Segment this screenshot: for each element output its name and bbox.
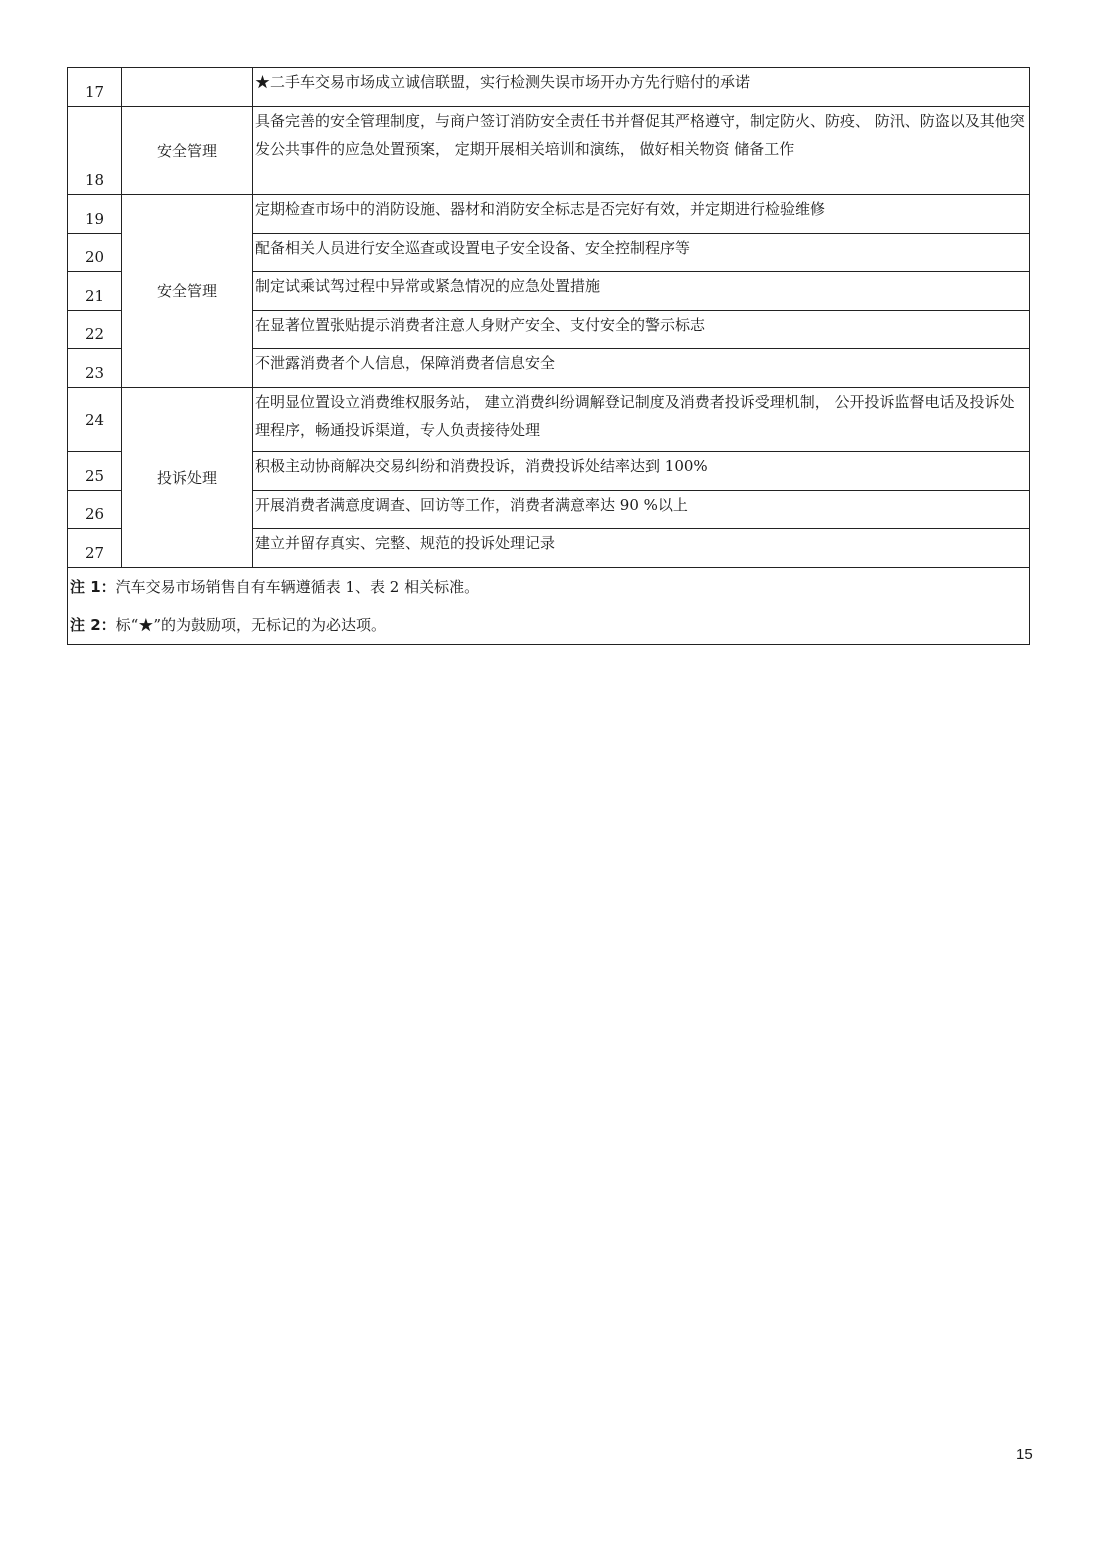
note-2: [70, 606, 1027, 644]
row-number: 27: [68, 529, 122, 568]
category-complaint-handling: 投诉处理: [122, 388, 253, 568]
note-2-text: 标“★”的为鼓励项，无标记的为必达项。: [115, 616, 387, 634]
table-row: [68, 388, 1030, 452]
note-2-label: 注 2：: [70, 616, 116, 634]
row-number: 23: [68, 349, 122, 388]
requirement-text: 制定试乘试驾过程中异常或紧急情况的应急处置措施: [253, 272, 1030, 311]
row-number: 21: [68, 272, 122, 311]
category-safety-management: 安全管理: [122, 107, 253, 195]
row-number: 18: [68, 107, 122, 195]
table-notes: [68, 568, 1030, 645]
requirement-text: 具备完善的安全管理制度，与商户签订消防安全责任书并督促其严格遵守，制定防火、防疫、 防汛、防盗以及其他突发公共事件的应急处置预案， 定期开展相关培训和演练， 做好相关物资 储备工作: [253, 107, 1030, 195]
notes-row: [68, 568, 1030, 645]
requirement-text: ★二手车交易市场成立诚信联盟，实行检测失误市场开办方先行赔付的承诺: [253, 68, 1030, 107]
requirement-text: 在明显位置设立消费维权服务站， 建立消费纠纷调解登记制度及消费者投诉受理机制， 公开投诉监督电话及投诉处理程序，畅通投诉渠道，专人负责接待处理: [253, 388, 1030, 452]
requirement-text: 在显著位置张贴提示消费者注意人身财产安全、支付安全的警示标志: [253, 311, 1030, 349]
note-1-label: 注 1：: [70, 578, 116, 596]
category-safety-management: 安全管理: [122, 195, 253, 388]
requirement-text: 开展消费者满意度调查、回访等工作，消费者满意率达 90 %以上: [253, 491, 1030, 529]
table-row: [68, 68, 1030, 107]
row-number: 20: [68, 234, 122, 272]
note-1-text: 汽车交易市场销售自有车辆遵循表 1、表 2 相关标准。: [115, 578, 480, 596]
requirement-text: 积极主动协商解决交易纠纷和消费投诉，消费投诉处结率达到 100%: [253, 452, 1030, 491]
row-number: 25: [68, 452, 122, 491]
row-number: 24: [68, 388, 122, 452]
row-number: 22: [68, 311, 122, 349]
table-row: [68, 195, 1030, 234]
category-cell-empty: [122, 68, 253, 107]
note-1: [70, 568, 1027, 606]
standards-table: [67, 67, 1030, 645]
requirement-text: 不泄露消费者个人信息，保障消费者信息安全: [253, 349, 1030, 388]
table-row: [68, 107, 1030, 195]
requirement-text: 建立并留存真实、完整、规范的投诉处理记录: [253, 529, 1030, 568]
requirement-text: 定期检查市场中的消防设施、器材和消防安全标志是否完好有效，并定期进行检验维修: [253, 195, 1030, 234]
row-number: 17: [68, 68, 122, 107]
row-number: 26: [68, 491, 122, 529]
requirement-text: 配备相关人员进行安全巡查或设置电子安全设备、安全控制程序等: [253, 234, 1030, 272]
page-number: 15: [1016, 1446, 1033, 1463]
row-number: 19: [68, 195, 122, 234]
